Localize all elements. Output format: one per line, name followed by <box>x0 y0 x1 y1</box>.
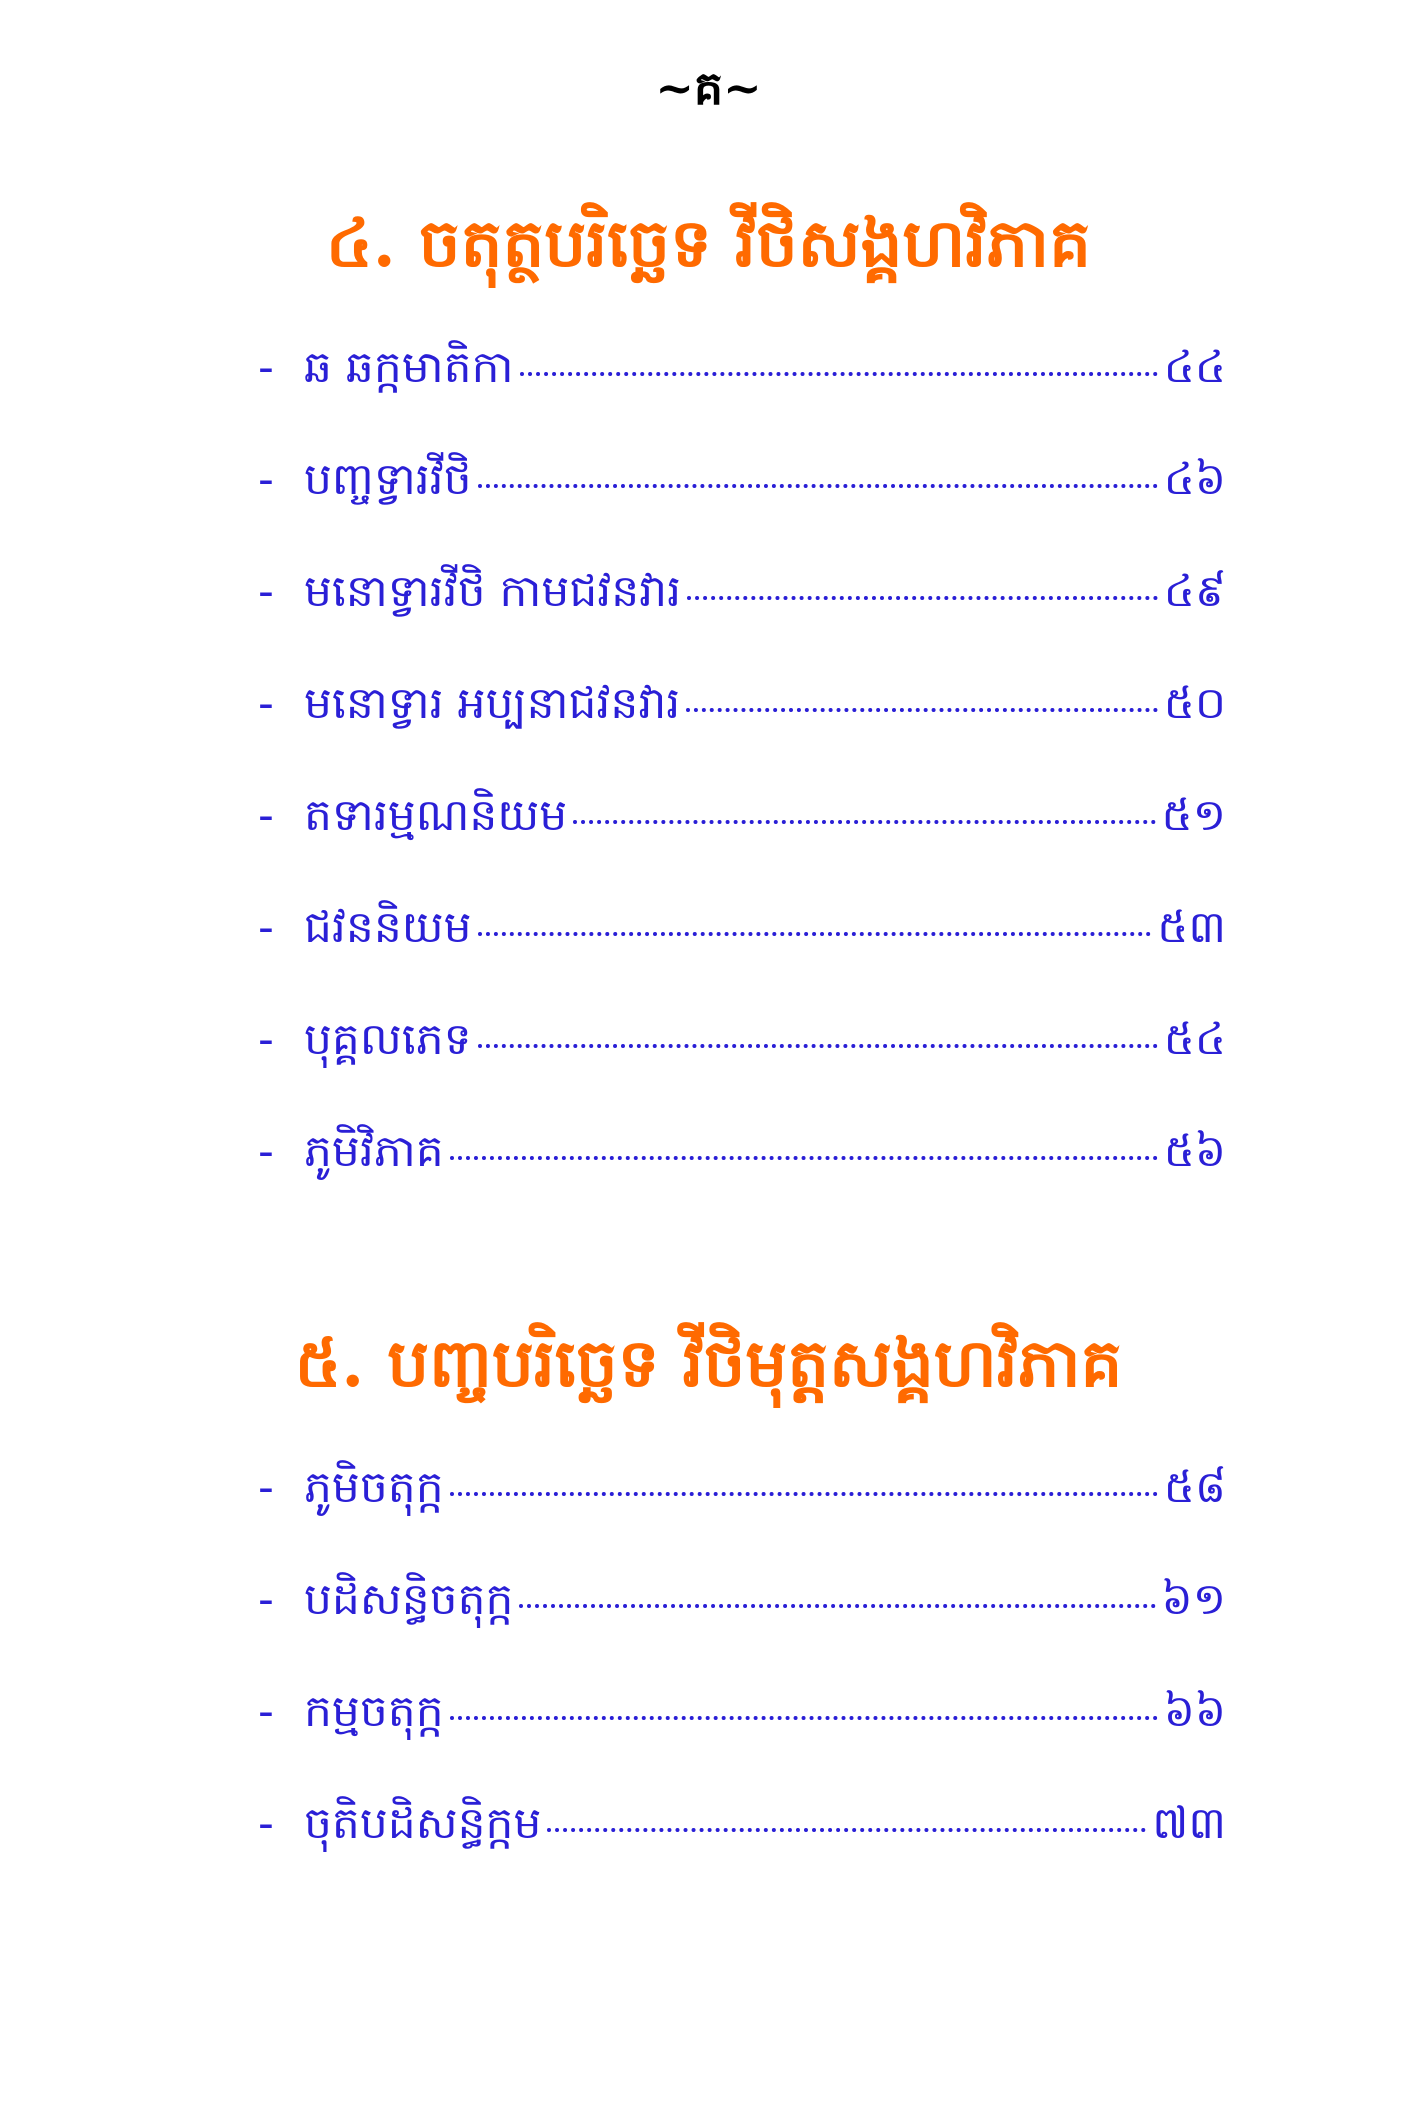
toc-dash: - <box>258 1014 274 1065</box>
toc-entry-title: បុគ្គលភេទ <box>304 1014 472 1065</box>
toc-dash: - <box>258 902 274 953</box>
toc-entry-title: មនោទ្វារ អប្បនាជវនវារ <box>304 678 681 729</box>
toc-entry[interactable] <box>258 760 1226 872</box>
toc-page-number: ៦១ <box>1161 1574 1226 1625</box>
toc-page-number: ៦៦ <box>1163 1686 1226 1737</box>
toc-entry-title: កម្មចតុក្ក <box>304 1686 444 1737</box>
toc-page-number: ៥៣ <box>1157 902 1226 953</box>
toc-page-number: ៥០ <box>1163 678 1226 729</box>
dot-leader <box>478 1044 1158 1048</box>
toc-dash: - <box>258 454 274 505</box>
toc-dash: - <box>258 1462 274 1513</box>
toc-list-section-5 <box>258 1432 1226 1880</box>
toc-page-number: ៤៦ <box>1163 454 1226 505</box>
toc-entry-title: តទារម្មណនិយម <box>304 790 568 841</box>
toc-page-number: ៥៦ <box>1163 1126 1226 1177</box>
toc-entry[interactable] <box>258 1432 1226 1544</box>
dot-leader <box>547 1828 1146 1832</box>
toc-entry-title: មនោទ្វារវីថិ កាមជវនវារ <box>304 566 682 617</box>
toc-entry-title: ភូមិវិភាគ <box>304 1126 444 1177</box>
toc-entry[interactable] <box>258 1656 1226 1768</box>
toc-entry[interactable] <box>258 648 1226 760</box>
toc-entry[interactable] <box>258 984 1226 1096</box>
toc-entry-title: ភូមិចតុក្ក <box>304 1462 444 1513</box>
dot-leader <box>450 1716 1158 1720</box>
toc-dash: - <box>258 678 274 729</box>
toc-entry[interactable] <box>258 872 1226 984</box>
toc-list-section-4 <box>258 312 1226 1208</box>
toc-dash: - <box>258 1574 274 1625</box>
section-heading-5: ៥. បញ្ចបរិច្ឆេទ វីថិមុត្តសង្គហវិភាគ <box>294 1324 1123 1402</box>
dot-leader <box>519 1604 1155 1608</box>
dot-leader <box>478 932 1152 936</box>
toc-page-number: ៧៣ <box>1152 1798 1226 1849</box>
toc-dash: - <box>258 1126 274 1177</box>
toc-entry[interactable] <box>258 424 1226 536</box>
page-number-mark: ~គ~ <box>655 61 762 115</box>
toc-dash: - <box>258 1686 274 1737</box>
dot-leader <box>686 708 1157 712</box>
dot-leader <box>450 1156 1158 1160</box>
toc-entry-title: ចុតិបដិសន្ធិក្កម <box>304 1798 542 1849</box>
toc-dash: - <box>258 566 274 617</box>
section-heading-4: ៤. ចតុត្ថបរិច្ឆេទ វីថិសង្គហវិភាគ <box>325 204 1092 282</box>
toc-entry[interactable] <box>258 1544 1226 1656</box>
toc-page-number: ៤៩ <box>1163 566 1226 617</box>
dot-leader <box>687 596 1158 600</box>
toc-page-number: ៤៤ <box>1163 342 1226 393</box>
toc-entry-title: បញ្ចទ្វារវីថិ <box>304 454 472 505</box>
toc-entry[interactable] <box>258 312 1226 424</box>
toc-entry[interactable] <box>258 1768 1226 1880</box>
toc-page-number: ៥៨ <box>1163 1462 1226 1513</box>
toc-entry-title: ជវននិយម <box>304 902 472 953</box>
toc-entry[interactable] <box>258 536 1226 648</box>
toc-dash: - <box>258 342 274 393</box>
toc-dash: - <box>258 790 274 841</box>
dot-leader <box>520 372 1158 376</box>
toc-entry-title: ឆ ឆក្កមាតិកា <box>304 342 514 393</box>
toc-entry[interactable] <box>258 1096 1226 1208</box>
toc-entry-title: បដិសន្ធិចតុក្ក <box>304 1574 514 1625</box>
toc-page-number: ៥៤ <box>1163 1014 1226 1065</box>
dot-leader <box>478 484 1158 488</box>
dot-leader <box>573 820 1155 824</box>
toc-dash: - <box>258 1798 274 1849</box>
dot-leader <box>450 1492 1158 1496</box>
toc-page-number: ៥១ <box>1161 790 1226 841</box>
